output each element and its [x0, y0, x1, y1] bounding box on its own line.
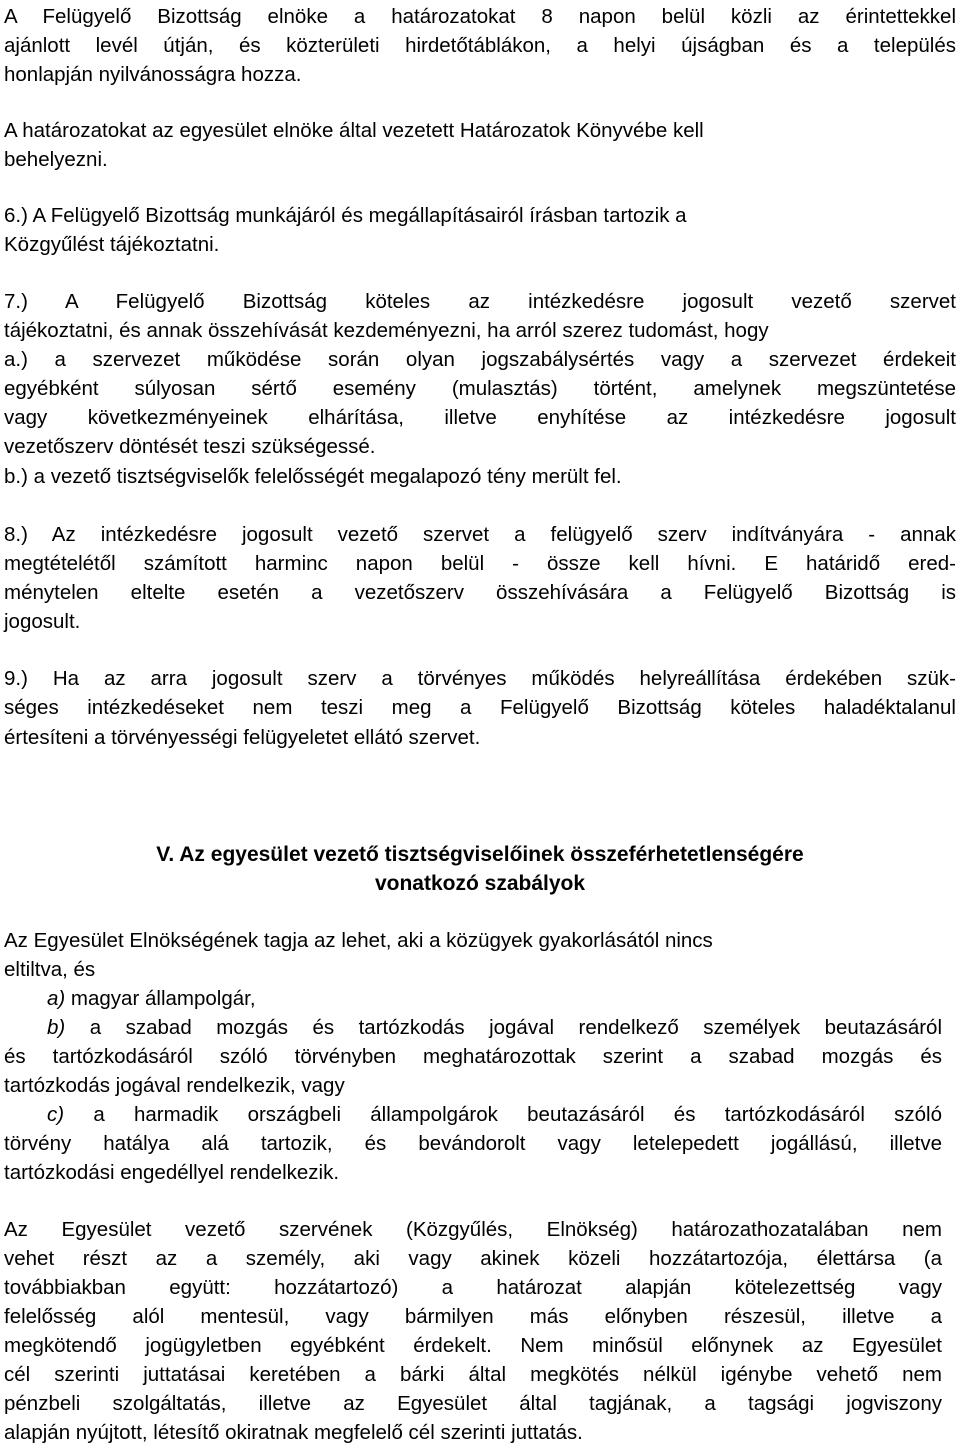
list-marker: a) [47, 987, 66, 1010]
text-line: honlapján nyilvánosságra hozza. [4, 63, 302, 86]
list-marker: c) [47, 1103, 65, 1126]
list-item [47, 984, 956, 1014]
text-line: cél szerinti juttatásai keretében a bárki által megkötés nélkül igénybe vehető nem [4, 1363, 942, 1386]
text-line: behelyezni. [4, 148, 108, 171]
text-line: 8.) Az intézkedésre jogosult vezető szervet a felügyelő szerv indítványára - annak [4, 523, 956, 546]
text-line: A Felügyelő Bizottság elnöke a határozatokat 8 napon belül közli az érintettekkel [4, 5, 956, 28]
text-line: vezetőszerv döntését teszi szükségessé. [4, 435, 376, 458]
list-item-text: a szabad mozgás és tartózkodás jogával rendelkező személyek beutazásáról [65, 1016, 942, 1039]
text-line: továbbiakban együtt: hozzátartozó) a határozat alapján kötelezettség vagy [4, 1276, 942, 1299]
text-line: séges intézkedéseket nem teszi meg a Felügyelő Bizottság köteles haladéktalanul [4, 696, 956, 719]
text-line: Az Egyesület Elnökségének tagja az lehet, aki a közügyek gyakorlásától nincs [4, 929, 713, 952]
section-heading: V. Az egyesület vezető tisztségviselőinek összeférhetetlenségére [156, 843, 804, 866]
text-line: A határozatokat az egyesület elnöke által vezetett Határozatok Könyvébe kell [4, 119, 704, 142]
text-line: Közgyűlést tájékoztatni. [4, 233, 220, 256]
text-line: megkötendő jogügyletben egyébként érdekelt. Nem minősül előnynek az Egyesület [4, 1334, 942, 1357]
text-line: pénzbeli szolgáltatás, illetve az Egyesület által tagjának, a tagsági jogviszony [4, 1392, 942, 1415]
text-line: eltiltva, és [4, 958, 96, 981]
text-line: 9.) Ha az arra jogosult szerv a törvényes működés helyreállítása érdekében szük- [4, 667, 956, 690]
text-line: egyébként súlyosan sértő esemény (mulasztás) történt, amelynek megszüntetése [4, 377, 956, 400]
text-line: értesíteni a törvényességi felügyeletet ellátó szervet. [4, 726, 481, 749]
text-line: vehet részt az a személy, aki vagy akinek közeli hozzátartozója, élettársa (a [4, 1247, 942, 1270]
text-line: vagy következményeinek elhárítása, illetve enyhítése az intézkedésre jogosult [4, 406, 956, 429]
text-line: ajánlott levél útján, és közterületi hirdetőtáblákon, a helyi újságban és a település [4, 34, 956, 57]
text-line: felelősség alól mentesül, vagy bármilyen más előnyben részesül, illetve a [4, 1305, 942, 1328]
text-line: a.) a szervezet működése során olyan jogszabálysértés vagy a szervezet érdekeit [4, 348, 956, 371]
list-marker: b) [47, 1016, 66, 1039]
text-line: 6.) A Felügyelő Bizottság munkájáról és megállapításairól írásban tartozik a [4, 204, 687, 227]
text-line: Az Egyesület vezető szervének (Közgyűlés, Elnökség) határozathozatalában nem [4, 1218, 942, 1241]
section-heading: vonatkozó szabályok [374, 872, 586, 895]
text-line: alapján nyújtott, létesítő okiratnak megfelelő cél szerinti juttatás. [4, 1421, 583, 1444]
text-line: megtételétől számított harminc napon belül - össze kell hívni. E határidő ered- [4, 552, 956, 575]
text-line: tájékoztatni, és annak összehívását kezdeményezni, ha arról szerez tudomást, hogy [4, 319, 769, 342]
text-line: törvény hatálya alá tartozik, és bevándorolt vagy letelepedett jogállású, illetve [4, 1132, 942, 1155]
text-line: ménytelen eltelte esetén a vezetőszerv összehívására a Felügyelő Bizottság is [4, 581, 956, 604]
text-line: tartózkodás jogával rendelkezik, vagy [4, 1074, 345, 1097]
text-line: tartózkodási engedéllyel rendelkezik. [4, 1161, 340, 1184]
list-item [47, 1100, 942, 1130]
list-item-text: magyar állampolgár, [65, 987, 256, 1010]
text-line: jogosult. [4, 610, 81, 633]
text-line: 7.) A Felügyelő Bizottság köteles az intézkedésre jogosult vezető szervet [4, 290, 956, 313]
text-line: és tartózkodásáról szóló törvényben meghatározottak szerint a szabad mozgás és [4, 1045, 942, 1068]
list-item [47, 1013, 942, 1043]
list-item-text: a harmadik országbeli állampolgárok beutazásáról és tartózkodásáról szóló [64, 1103, 942, 1126]
text-line: b.) a vezető tisztségviselők felelősségét megalapozó tény merült fel. [4, 465, 622, 488]
